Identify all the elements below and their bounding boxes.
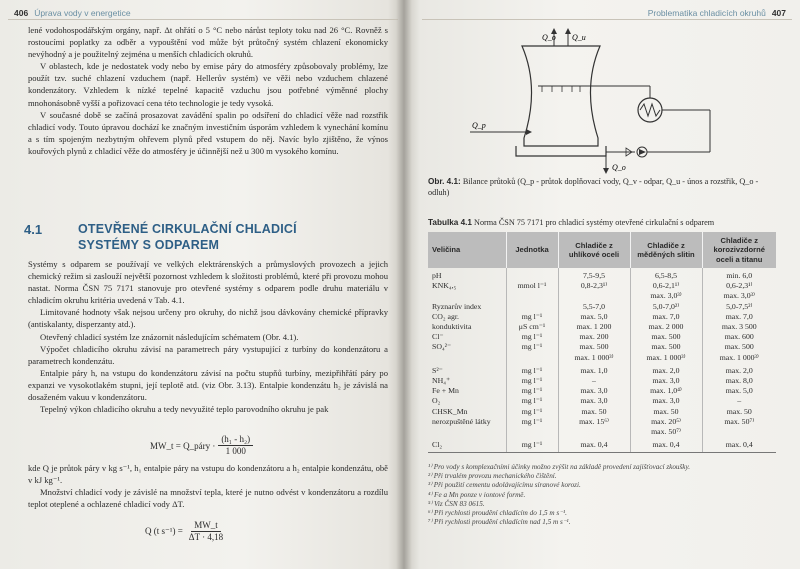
- table-cell: NH₄⁺: [428, 376, 506, 386]
- equation-lhs: Q (t s⁻¹) =: [145, 526, 183, 536]
- table-cell: CO₂ agr.: [428, 312, 506, 322]
- table-cell: max. 8,0: [725, 376, 753, 386]
- table-cell: pH: [428, 268, 506, 281]
- table-title: [428, 218, 778, 227]
- paragraph: Systémy s odparem se používají ve velkých elektrárenských a průmyslových provozech a jejich chemický režim si zaslouží největší pozornost vzhledem k složitosti problémů, které při provozu mohou nastat. Norma ČSN 75 7171 stanovuje pro otevřené systémy s odparem podle druhu materiálu v chladicím okruhu kritéria uvedená v Tab. 4.1.: [28, 259, 388, 306]
- table-cell: max. 7,0: [630, 312, 702, 322]
- table-cell: max. 3,0: [558, 396, 630, 406]
- table-body: [428, 268, 776, 453]
- table-cell: max. 1 000³⁾: [630, 353, 702, 363]
- table-footnotes: [428, 463, 778, 527]
- table-cell: [558, 291, 630, 301]
- left-running-title: Úprava vody v energetice: [34, 7, 131, 18]
- left-running-head: [8, 6, 398, 20]
- table-cell: 6,5-8,5: [630, 268, 702, 281]
- book-gutter: [396, 0, 412, 569]
- table-row: [428, 332, 776, 342]
- section-title-line2: SYSTÉMY S ODPAREM: [78, 238, 220, 252]
- table-row: [428, 396, 776, 406]
- table-cell: [558, 427, 630, 437]
- table-cell: max. 1 000³⁾: [719, 352, 759, 362]
- paragraph: Tepelný výkon chladicího okruhu a tedy nevyužité teplo parovodního okruhu je pak: [40, 404, 329, 415]
- table-cell: 7,5-9,5: [558, 268, 630, 281]
- table-cell: max. 600: [724, 332, 754, 342]
- table-cell: [506, 302, 558, 312]
- paragraph: Entalpie páry h, na vstupu do kondenzátoru závisí na počtu stupňů turbíny, mezipřihřátí páry po expanzi ve vysokotlakém stupni, její teplotě atd. (viz Obr. 3.13). Entalpie kondenzátu h₂ je závislá na dosaženém vakuu v kondenzátoru.: [28, 367, 388, 403]
- table-cell: max. 3,0³⁾: [630, 291, 702, 301]
- table-cell: max. 5,0: [558, 312, 630, 322]
- table-cell: max. 1 200: [558, 322, 630, 332]
- table-cell: –: [737, 396, 742, 406]
- paragraph: kde Q je průtok páry v kg s⁻¹, h₁ entalpie páry na vstupu do kondenzátoru a h₂ entalpie kondenzátu, obě v kJ kg⁻¹.: [28, 463, 388, 486]
- label-qo-blowdown: Q_o: [612, 163, 626, 172]
- table-row: [428, 322, 776, 332]
- table-cell: max. 50: [558, 407, 630, 417]
- right-page-number: 407: [771, 7, 786, 18]
- footnote: ⁴⁾ Fe a Mn ponze v iontové formě.: [428, 490, 526, 499]
- table-cell: [702, 427, 776, 437]
- table-cell: mg l⁻¹: [506, 407, 558, 417]
- paragraph: Výpočet chladicího okruhu závisí na parametrech páry vystupující z turbíny do kondenzátoru a parametrech kondenzátu.: [28, 343, 388, 366]
- table-header-cell: Chladiče z uhlíkové oceli: [558, 232, 630, 268]
- equation-denominator: 1 000: [225, 446, 246, 456]
- table-cell: max. 50: [630, 407, 702, 417]
- table-row: [428, 312, 776, 322]
- table-cell: max. 0,4: [630, 437, 702, 453]
- table-cell: mg l⁻¹: [506, 437, 558, 453]
- table-cell: Ryznarův index: [428, 302, 506, 312]
- table-cell: –: [558, 376, 630, 386]
- table-cell: konduktivita: [428, 322, 506, 332]
- table-cell: max. 1,0: [558, 363, 630, 376]
- table-cell: [506, 353, 558, 363]
- paragraph: V současné době se začíná prosazovat zavádění spalin po odsíření do chladicí věže nad rozstřik chladicí vody. Touto úpravou dochází ke značným investičním úsporám vzhledem k vynechání komínu a s tím spojeným nezbytným ohřevem plynů před vstupem do něj. Navíc bylo zjištěno, že výnos kouřových plynů z chladicí věže do atmosféry je účinnější než u 300 m vysokého komínu.: [28, 109, 388, 156]
- label-qp: Q_p: [472, 121, 486, 130]
- equation-fraction: [186, 520, 226, 543]
- table-header-cell: Chladiče z korozivzdorné oceli a titanu: [702, 232, 776, 268]
- footnote: ³⁾ Při použití cementu odolávajícímu síranové korozi.: [428, 481, 581, 490]
- table-cell: max. 7,0: [725, 311, 753, 321]
- table-row: [428, 342, 776, 352]
- equation-water-flow: [145, 520, 229, 543]
- table-row: [428, 417, 776, 427]
- table-cell: Fe + Mn: [428, 386, 506, 396]
- table-row: [428, 281, 776, 291]
- table-cell: SO₄²⁻: [428, 342, 506, 352]
- table-cell: min. 6,0: [726, 271, 753, 280]
- table-cell: max. 500: [630, 332, 702, 342]
- equation-denominator: ΔT · 4,18: [188, 532, 224, 542]
- table-cell: max. 3,0³⁾: [723, 291, 755, 301]
- table-cell: nerozpuštěné látky: [428, 417, 506, 427]
- table-cell: mg l⁻¹: [506, 417, 558, 427]
- table-title-text: Norma ČSN 75 7171 pro chladicí systémy otevřené cirkulační s odparem: [472, 218, 715, 227]
- left-bottom-text: [28, 462, 388, 510]
- table-cell: max. 2 000: [630, 322, 702, 332]
- cooling-tower-diagram: [430, 26, 730, 176]
- table-cell: 0,8-2,3¹⁾: [558, 281, 630, 291]
- table-cell: μS cm⁻¹: [506, 322, 558, 332]
- table-cell: max. 1,0⁴⁾: [630, 386, 702, 396]
- equation-numerator: (h₁ - h₂): [218, 434, 253, 446]
- table-cell: S²⁻: [428, 363, 506, 376]
- table-cell: Cl₂: [428, 437, 506, 453]
- footnote: ⁷⁾ Při rychlosti proudění chladícím nad 1,5 m s⁻¹.: [428, 518, 571, 527]
- table-cell: mmol l⁻¹: [506, 281, 558, 291]
- table-cell: max. 0,4: [702, 437, 776, 453]
- figure-caption-text: Bilance průtoků (Q_p - průtok doplňovací vody, Q_v - odpar, Q_u - únos a rozstřik, Q_o - odluh): [428, 177, 759, 197]
- figure-caption: [428, 176, 778, 198]
- table-cell: max. 3,0: [558, 386, 630, 396]
- table-cell: CHSK_Mn: [428, 407, 506, 417]
- table-cell: [428, 291, 506, 301]
- table-cell: 0,6-2,3¹⁾: [726, 281, 753, 291]
- footnote: ²⁾ Při trvalém provozu mechanického čištění.: [428, 472, 557, 481]
- paragraph: lené vodohospodářským orgány, např. Δt ohřátí o 5 °C nebo nárůst teploty toku nad 26 °C. Rovněž s rostoucími poplatky za odběr a vypouštění vod může být průtočný systém chlazení ekonomicky nevýhodný a je použitelný zejména u menších chladicích okruhů.: [28, 25, 388, 60]
- table-cell: max. 3,0: [630, 376, 702, 386]
- arrow-qu-head: [565, 28, 571, 34]
- table-row: [428, 427, 776, 437]
- table-cell: max. 2,0: [630, 363, 702, 376]
- table-cell: max. 3 500: [721, 322, 757, 332]
- paragraph: Otevřený chladicí systém lze znázornit následujícím schématem (Obr. 4.1).: [40, 331, 299, 342]
- table-cell: mg l⁻¹: [506, 332, 558, 342]
- table-row: [428, 386, 776, 396]
- table-cell: [506, 268, 558, 281]
- table-row: [428, 376, 776, 386]
- left-section-text: [28, 258, 388, 415]
- table-row: [428, 302, 776, 312]
- table-cell: max. 500: [558, 342, 630, 352]
- table-header-cell: Chladiče z měděných slitin: [630, 232, 702, 268]
- footnote: ⁶⁾ Při rychlosti proudění chladícím do 1,5 m s⁻¹.: [428, 509, 567, 518]
- table-cell: mg l⁻¹: [506, 386, 558, 396]
- equation-thermal-power: [150, 434, 256, 457]
- table-cell: max. 0,4: [558, 437, 630, 453]
- section-title: [78, 221, 297, 253]
- table-header-cell: Jednotka: [506, 232, 558, 268]
- table-cell: [428, 427, 506, 437]
- left-page-number: 406: [14, 7, 29, 18]
- paragraph: Množství chladicí vody je závislé na množství tepla, které je nutno odvést v kondenzátoru a rozdílu teplot oteplené a ochlazené chladicí vody ΔT.: [28, 487, 388, 510]
- table-cell: max. 1 000³⁾: [558, 353, 630, 363]
- table-cell: max. 500: [724, 342, 754, 352]
- table-cell: 5,5-7,0: [558, 302, 630, 312]
- table-cell: max. 5,0: [725, 386, 753, 396]
- table-cell: mg l⁻¹: [506, 363, 558, 376]
- table-cell: [428, 353, 506, 363]
- table-row: [428, 353, 776, 363]
- table-cell: O₂: [428, 396, 506, 406]
- table-row: [428, 437, 776, 453]
- table-cell: max. 200: [558, 332, 630, 342]
- table-cell: max. 20⁵⁾: [630, 417, 702, 427]
- equation-numerator: MW_t: [191, 520, 221, 532]
- paragraph: Limitované hodnoty však nejsou určeny pro okruhy, do nichž jsou dávkovány chemické přípravky (antiskalanty, disperzanty atd.).: [28, 307, 388, 330]
- table-cell: max. 3,0: [630, 396, 702, 406]
- table-cell: 0,6-2,1¹⁾: [630, 281, 702, 291]
- right-running-head: [422, 6, 792, 20]
- table-cell: max. 500: [630, 342, 702, 352]
- table-cell: mg l⁻¹: [506, 342, 558, 352]
- label-qu: Q_u: [572, 33, 586, 42]
- left-top-text: [28, 24, 388, 157]
- right-running-title: Problematika chladicích okruhů: [647, 7, 766, 18]
- table-cell: mg l⁻¹: [506, 376, 558, 386]
- footnote: ⁵⁾ Viz ČSN 83 0615.: [428, 499, 485, 508]
- table-title-label: Tabulka 4.1: [428, 218, 472, 227]
- table-cell: mg l⁻¹: [506, 312, 558, 322]
- table-row: [428, 268, 776, 281]
- table-cell: max. 50⁷⁾: [724, 416, 755, 426]
- table-cell: [506, 427, 558, 437]
- equation-fraction: [218, 434, 253, 457]
- table-row: [428, 363, 776, 376]
- table-cell: KNK₄,₅: [428, 281, 506, 291]
- figure-caption-label: Obr. 4.1:: [428, 177, 461, 186]
- table-cell: max. 50⁷⁾: [630, 427, 702, 437]
- table-cell: [506, 291, 558, 301]
- label-qo: Q_o: [542, 33, 556, 42]
- section-title-line1: OTEVŘENÉ CIRKULAČNÍ CHLADICÍ: [78, 222, 297, 236]
- table-cell: 5,0-7,0²⁾: [630, 302, 702, 312]
- table-cell: max. 50: [726, 406, 752, 416]
- standard-table: [428, 232, 776, 453]
- paragraph: V oblastech, kde je nedostatek vody nebo by emise páry do atmosféry způsobovaly problémy, lze použít tzv. suché chlazení vzduchem (např. Hellerův systém) ve věži nebo vzduchem chlazené kondenzátory. Vzhledem k nízké tepelné kapacitě vzduchu jsou potřebné výměnné plochy mnohonásobně vyšší a pořizovací cena této technologie je tedy vysoká.: [28, 61, 388, 108]
- table-row: [428, 291, 776, 301]
- section-number: 4.1: [24, 222, 43, 237]
- table-header-row: [428, 232, 776, 268]
- table-cell: max. 15⁶⁾: [558, 417, 630, 427]
- tower-outline: [522, 46, 600, 146]
- table-cell: mg l⁻¹: [506, 396, 558, 406]
- tower-basin: [516, 146, 606, 156]
- table-row: [428, 407, 776, 417]
- table-header-cell: Veličina: [428, 232, 506, 268]
- table-cell: Cl⁻: [428, 332, 506, 342]
- table-cell: 5,0-7,5²⁾: [726, 301, 753, 311]
- table-cell: max. 2,0: [725, 365, 753, 375]
- footnote: ¹⁾ Pro vody s komplexačními účinky možno zvýšit na základě provedení zajišťovací zkoušky.: [428, 463, 691, 471]
- equation-lhs: MW_t = Q_páry ·: [150, 440, 216, 451]
